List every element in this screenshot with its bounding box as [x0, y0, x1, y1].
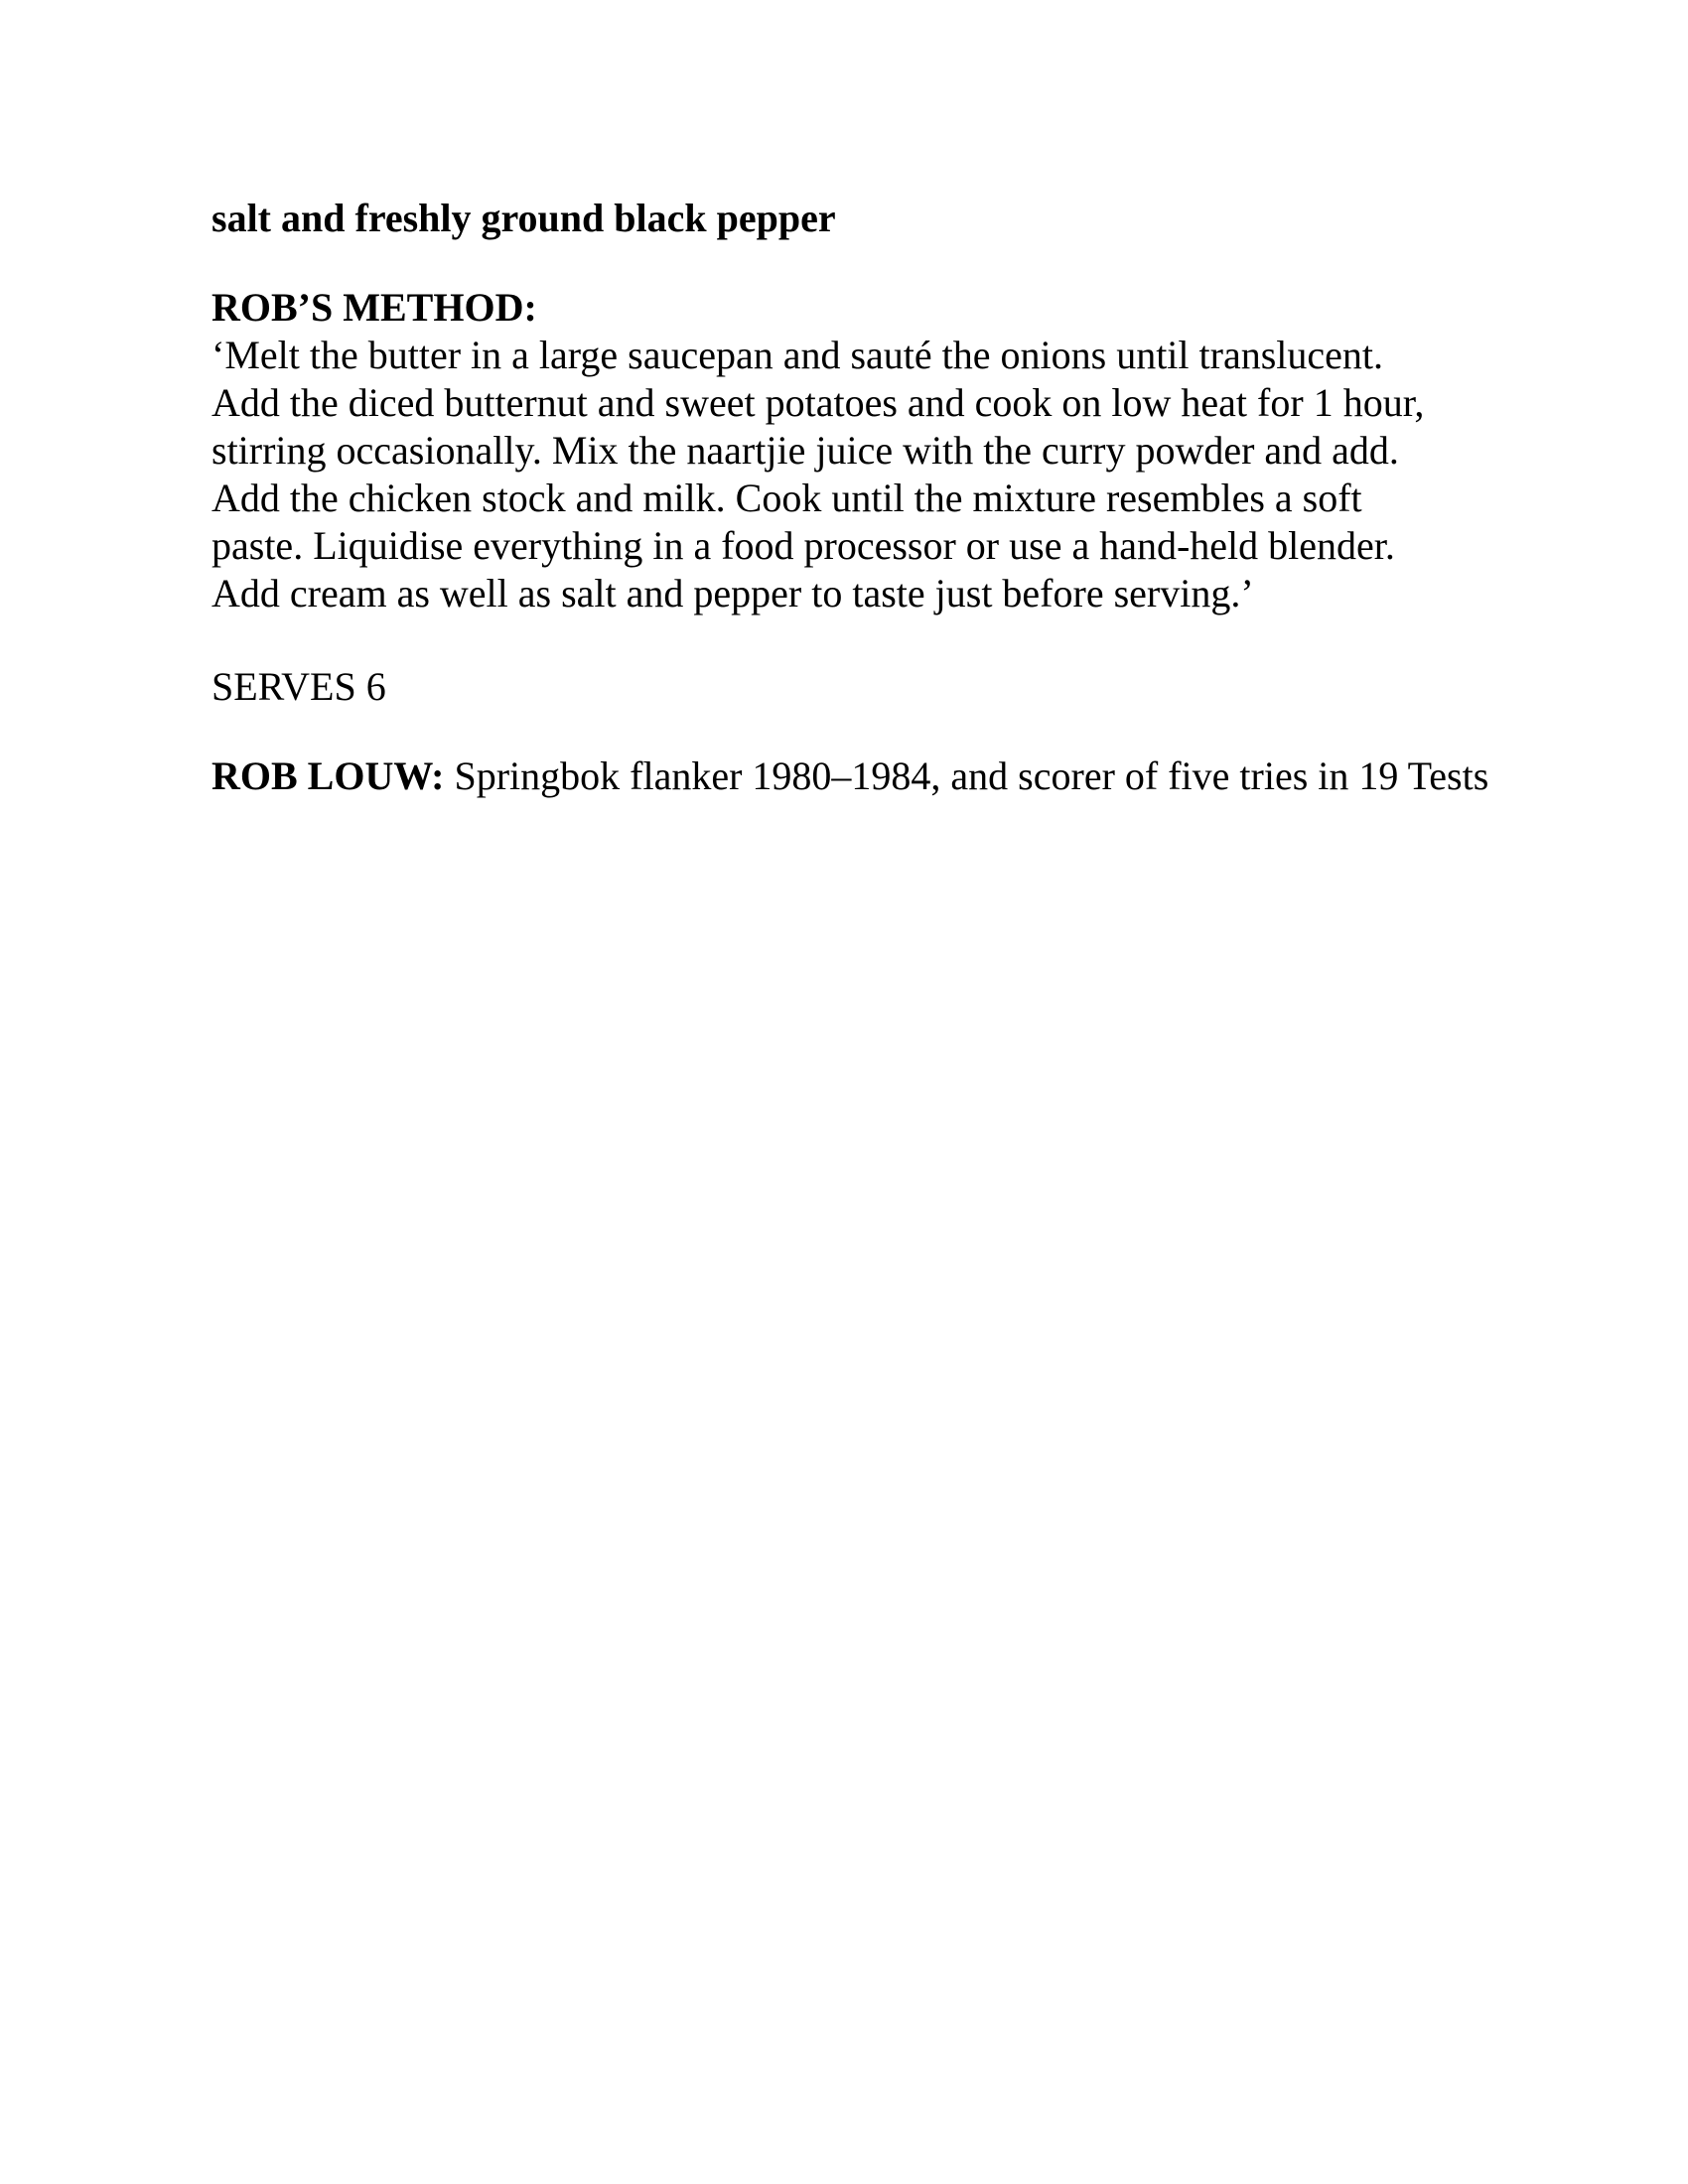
bio-name: ROB LOUW:	[211, 753, 445, 798]
ingredient-line: salt and freshly ground black pepper	[211, 196, 836, 240]
serves-text: SERVES 6	[211, 664, 386, 709]
method-line: Add the diced butternut and sweet potatoes and cook on low heat for 1 hour,	[211, 380, 1425, 425]
bio-text: Springbok flanker 1980–1984, and scorer of five tries in 19 Tests	[444, 753, 1489, 798]
method-paragraph	[211, 332, 1502, 617]
method-line: paste. Liquidise everything in a food processor or use a hand-held blender.	[211, 523, 1395, 568]
method-line: stirring occasionally. Mix the naartjie juice with the curry powder and add.	[211, 428, 1399, 473]
bio-paragraph	[211, 752, 1502, 800]
method-line: Add cream as well as salt and pepper to taste just before serving.’	[211, 571, 1254, 615]
method-heading: ROB’S METHOD:	[211, 285, 537, 330]
method-line: ‘Melt the butter in a large saucepan and sauté the onions until translucent.	[211, 333, 1384, 377]
page-content	[211, 195, 1502, 800]
method-line: Add the chicken stock and milk. Cook until the mixture resembles a soft	[211, 476, 1362, 520]
